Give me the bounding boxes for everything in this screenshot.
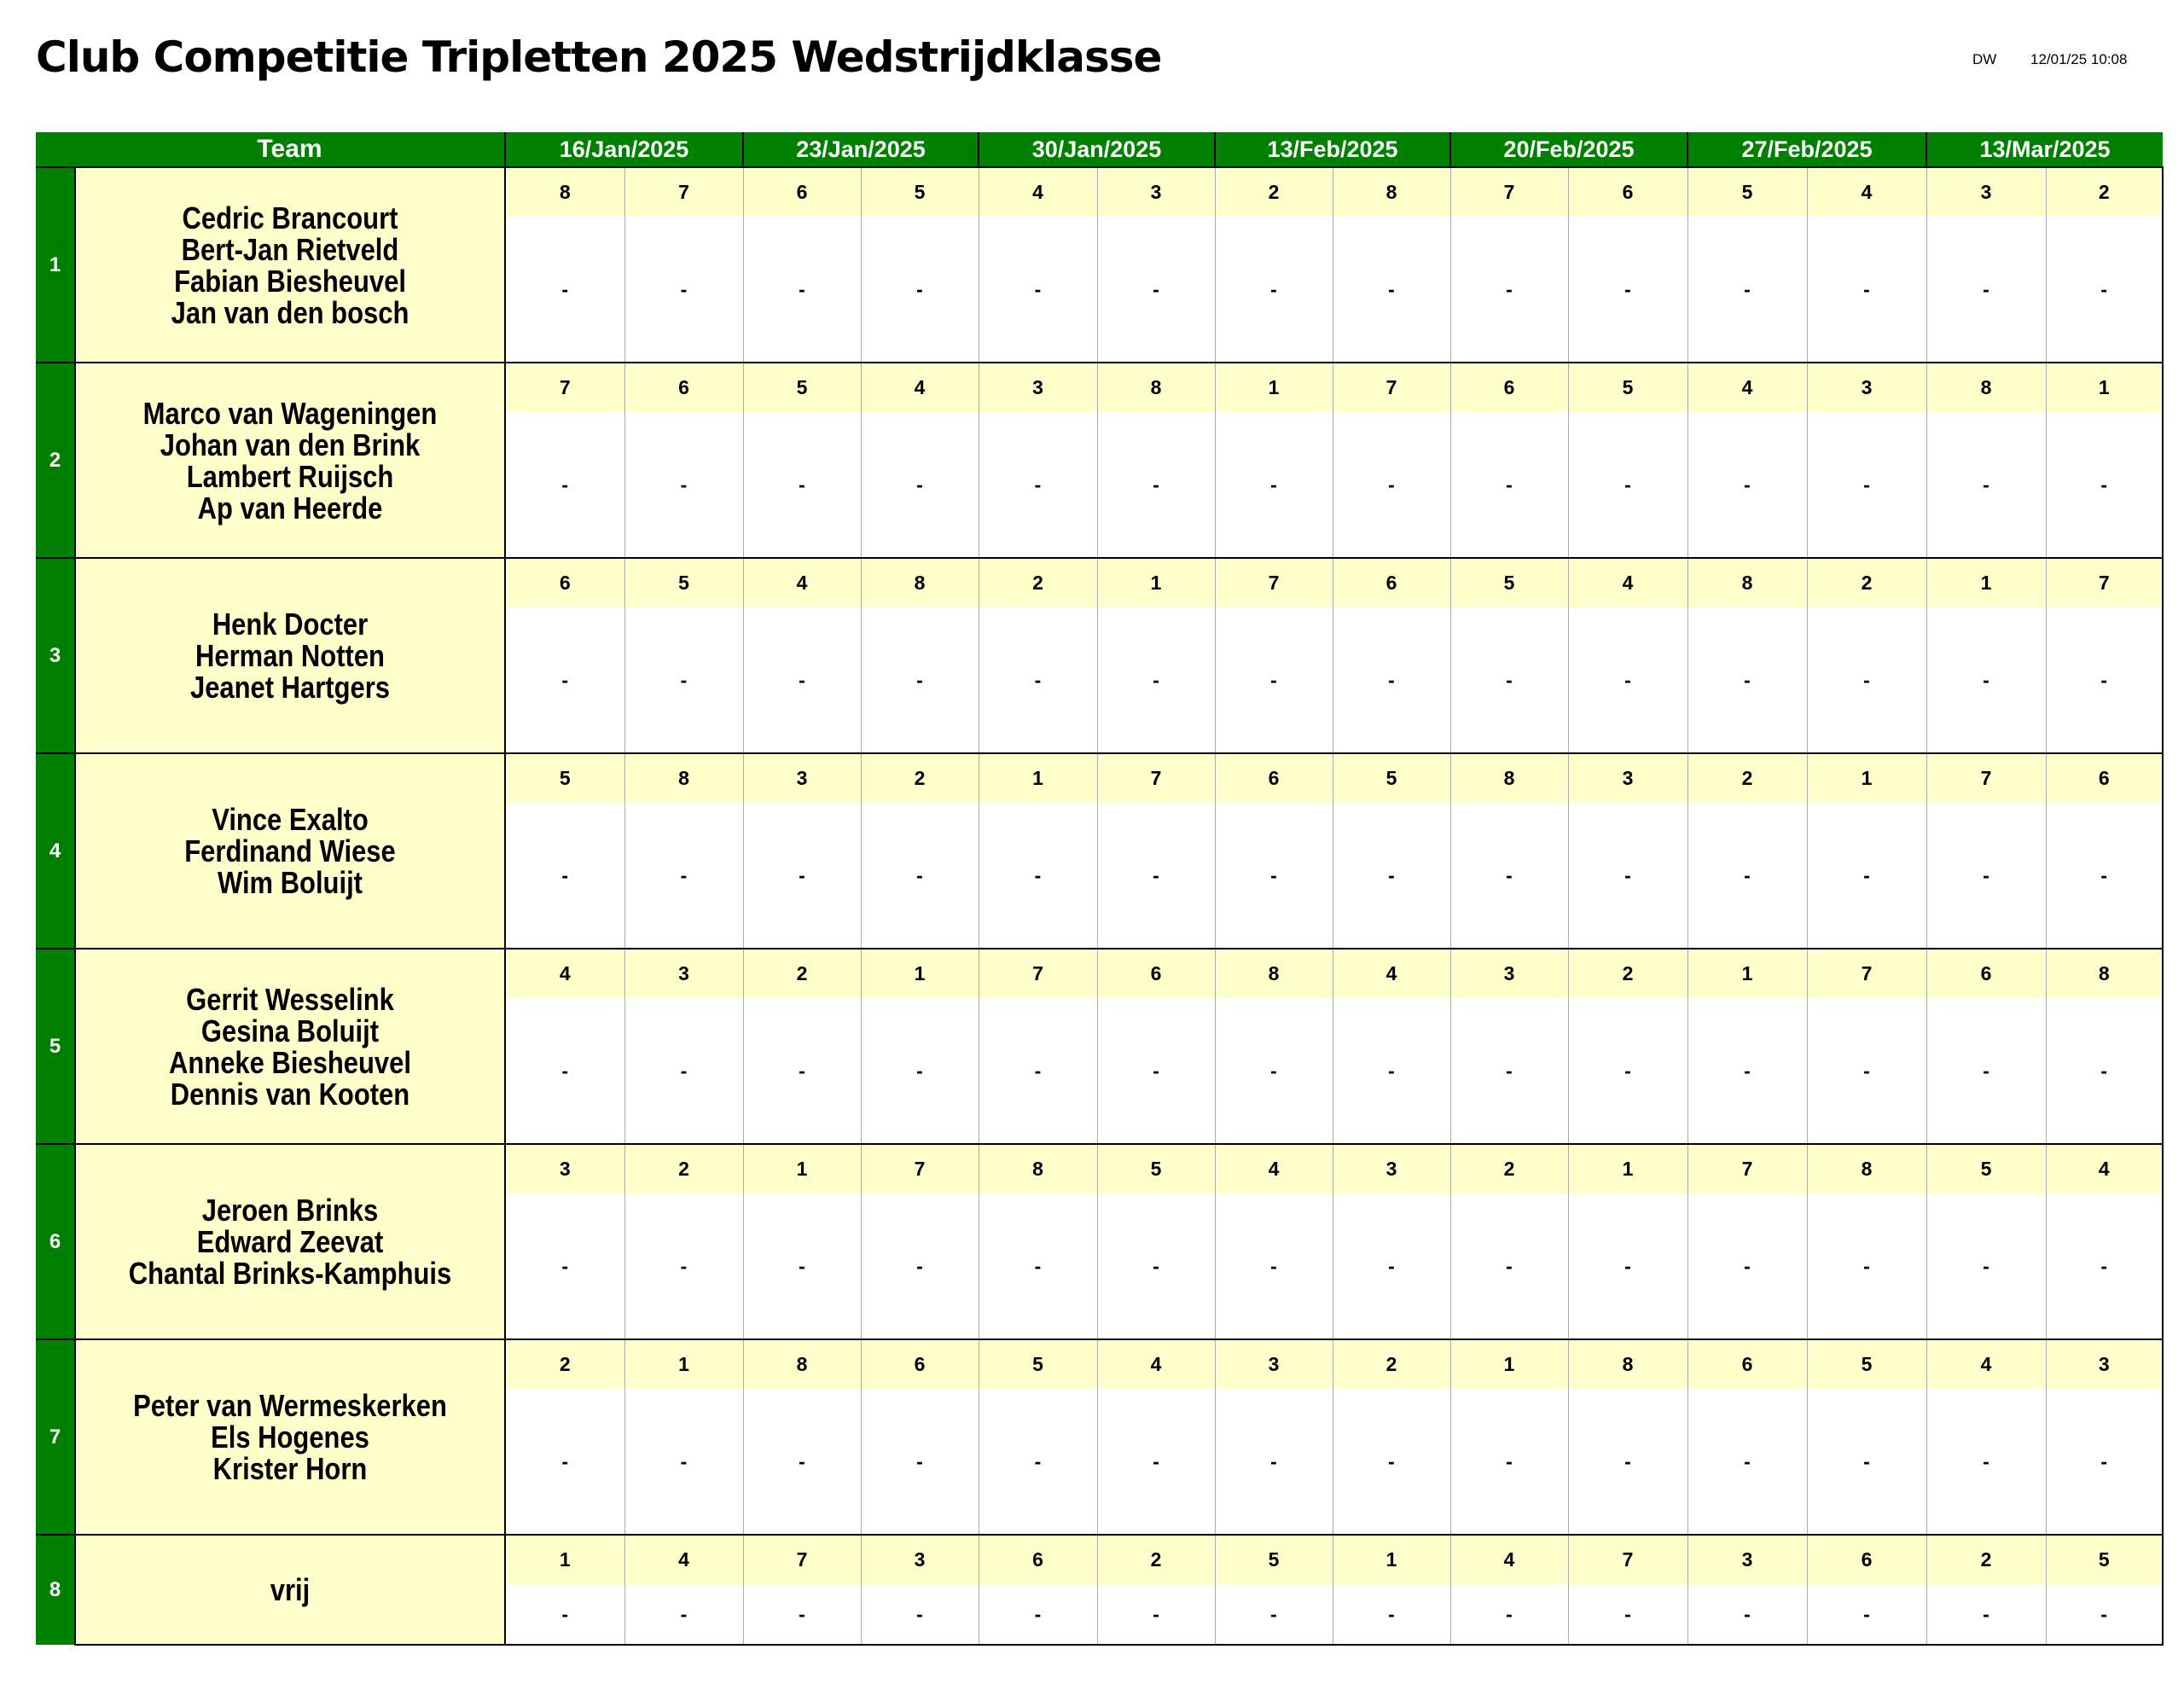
player-name: Chantal Brinks-Kamphuis [128, 1256, 452, 1291]
opponent-number: 5 [1926, 1144, 2046, 1193]
opponent-number: 7 [979, 949, 1097, 998]
team-row-opponents [36, 1535, 2163, 1584]
team-players [75, 1144, 505, 1339]
team-players [75, 1339, 505, 1535]
score-cell[interactable]: - [743, 998, 861, 1144]
header-row [36, 132, 2163, 167]
score-cell[interactable]: - [1807, 803, 1926, 949]
score-cell[interactable]: - [1926, 998, 2046, 1144]
opponent-number: 6 [1097, 949, 1215, 998]
author-initials: DW [1972, 51, 1997, 67]
score-cell[interactable]: - [1568, 1584, 1687, 1645]
team-players [75, 558, 505, 753]
opponent-number: 6 [1333, 558, 1450, 607]
opponent-number: 7 [1215, 558, 1333, 607]
score-cell[interactable]: - [979, 1584, 1097, 1645]
opponent-number: 1 [743, 1144, 861, 1193]
opponent-number: 8 [1926, 363, 2046, 412]
score-cell[interactable]: - [1926, 1389, 2046, 1535]
player-name: Ap van Heerde [197, 490, 383, 526]
player-name: Peter van Wermeskerken [133, 1388, 447, 1423]
score-cell[interactable]: - [743, 412, 861, 558]
score-cell[interactable]: - [505, 1389, 624, 1535]
opponent-number: 4 [1333, 949, 1450, 998]
opponent-number: 6 [743, 167, 861, 217]
score-cell[interactable]: - [1568, 998, 1687, 1144]
opponent-number: 1 [979, 753, 1097, 803]
score-cell[interactable]: - [1687, 1193, 1807, 1339]
score-cell[interactable]: - [979, 1193, 1097, 1339]
opponent-number: 1 [861, 949, 979, 998]
opponent-number: 3 [1807, 363, 1926, 412]
team-row-opponents [36, 167, 2163, 217]
opponent-number: 5 [1687, 167, 1807, 217]
opponent-number: 8 [1450, 753, 1568, 803]
opponent-number: 2 [505, 1339, 624, 1389]
header-date: 13/Feb/2025 [1215, 132, 1450, 167]
opponent-number: 5 [1568, 363, 1687, 412]
opponent-number: 8 [624, 753, 743, 803]
team-row-opponents [36, 558, 2163, 607]
header-corner [36, 132, 75, 167]
team-number: 2 [36, 363, 75, 558]
opponent-number: 8 [1568, 1339, 1687, 1389]
opponent-number: 8 [979, 1144, 1097, 1193]
player-name: Jeanet Hartgers [189, 670, 391, 705]
score-cell[interactable]: - [505, 607, 624, 753]
score-cell[interactable]: - [2046, 1584, 2163, 1645]
opponent-number: 2 [1097, 1535, 1215, 1584]
opponent-number: 4 [1568, 558, 1687, 607]
opponent-number: 4 [743, 558, 861, 607]
opponent-number: 6 [624, 363, 743, 412]
opponent-number: 5 [861, 167, 979, 217]
score-cell[interactable]: - [743, 217, 861, 363]
score-cell[interactable]: - [1333, 1193, 1450, 1339]
opponent-number: 1 [1450, 1339, 1568, 1389]
opponent-number: 3 [743, 753, 861, 803]
score-cell[interactable]: - [1807, 412, 1926, 558]
opponent-number: 7 [1097, 753, 1215, 803]
score-cell[interactable]: - [1926, 1193, 2046, 1339]
opponent-number: 8 [1215, 949, 1333, 998]
score-cell[interactable]: - [2046, 998, 2163, 1144]
opponent-number: 1 [1926, 558, 2046, 607]
score-cell[interactable]: - [505, 998, 624, 1144]
opponent-number: 1 [1807, 753, 1926, 803]
score-cell[interactable]: - [1215, 217, 1333, 363]
player-name: Jan van den bosch [171, 294, 410, 330]
score-cell[interactable]: - [1333, 803, 1450, 949]
opponent-number: 2 [2046, 167, 2163, 217]
score-cell[interactable]: - [1215, 998, 1333, 1144]
score-cell[interactable]: - [1568, 217, 1687, 363]
opponent-number: 4 [979, 167, 1097, 217]
opponent-number: 4 [1450, 1535, 1568, 1584]
score-cell[interactable]: - [1687, 607, 1807, 753]
score-cell[interactable]: - [1450, 412, 1568, 558]
score-cell[interactable]: - [1450, 998, 1568, 1144]
score-cell[interactable]: - [1687, 1389, 1807, 1535]
score-cell[interactable]: - [505, 803, 624, 949]
opponent-number: 6 [1215, 753, 1333, 803]
opponent-number: 6 [1807, 1535, 1926, 1584]
score-cell[interactable]: - [1807, 1193, 1926, 1339]
player-name: Lambert Ruijsch [186, 458, 394, 494]
opponent-number: 1 [1687, 949, 1807, 998]
opponent-number: 4 [1807, 167, 1926, 217]
score-cell[interactable]: - [1687, 803, 1807, 949]
score-cell[interactable]: - [1097, 1584, 1215, 1645]
opponent-number: 8 [1807, 1144, 1926, 1193]
header-team: Team [75, 132, 505, 167]
score-cell[interactable]: - [1807, 607, 1926, 753]
score-cell[interactable]: - [1687, 412, 1807, 558]
page-title: Club Competitie Tripletten 2025 Wedstrijdklasse [36, 32, 1162, 82]
opponent-number: 2 [1333, 1339, 1450, 1389]
opponent-number: 6 [1450, 363, 1568, 412]
player-name: Dennis van Kooten [170, 1076, 410, 1112]
score-cell[interactable]: - [1097, 412, 1215, 558]
opponent-number: 3 [979, 363, 1097, 412]
team-row-opponents [36, 1144, 2163, 1193]
score-cell[interactable]: - [861, 412, 979, 558]
opponent-number: 3 [1333, 1144, 1450, 1193]
opponent-number: 6 [505, 558, 624, 607]
opponent-number: 5 [2046, 1535, 2163, 1584]
score-cell[interactable]: - [1097, 998, 1215, 1144]
score-cell[interactable]: - [1333, 607, 1450, 753]
opponent-number: 4 [861, 363, 979, 412]
opponent-number: 8 [1097, 363, 1215, 412]
score-cell[interactable]: - [1926, 803, 2046, 949]
score-cell[interactable]: - [505, 412, 624, 558]
score-cell[interactable]: - [1687, 1584, 1807, 1645]
team-row-opponents [36, 949, 2163, 998]
opponent-number: 3 [1215, 1339, 1333, 1389]
opponent-number: 4 [2046, 1144, 2163, 1193]
score-cell[interactable]: - [1333, 412, 1450, 558]
opponent-number: 3 [1450, 949, 1568, 998]
opponent-number: 4 [624, 1535, 743, 1584]
score-cell[interactable]: - [2046, 1193, 2163, 1339]
opponent-number: 6 [979, 1535, 1097, 1584]
opponent-number: 2 [743, 949, 861, 998]
opponent-number: 8 [743, 1339, 861, 1389]
score-cell[interactable]: - [979, 998, 1097, 1144]
opponent-number: 1 [624, 1339, 743, 1389]
score-cell[interactable]: - [624, 607, 743, 753]
opponent-number: 6 [1687, 1339, 1807, 1389]
opponent-number: 3 [624, 949, 743, 998]
score-cell[interactable]: - [1687, 217, 1807, 363]
score-cell[interactable]: - [1568, 1193, 1687, 1339]
score-cell[interactable]: - [1807, 1584, 1926, 1645]
player-name: Wim Boluijt [218, 865, 363, 900]
opponent-number: 6 [1926, 949, 2046, 998]
score-cell[interactable]: - [1807, 217, 1926, 363]
opponent-number: 1 [1568, 1144, 1687, 1193]
opponent-number: 7 [1450, 167, 1568, 217]
score-cell[interactable]: - [861, 1389, 979, 1535]
score-cell[interactable]: - [1097, 1389, 1215, 1535]
opponent-number: 2 [1687, 753, 1807, 803]
opponent-number: 1 [2046, 363, 2163, 412]
opponent-number: 1 [1097, 558, 1215, 607]
opponent-number: 7 [743, 1535, 861, 1584]
score-cell[interactable]: - [1333, 998, 1450, 1144]
team-row-opponents [36, 753, 2163, 803]
player-name: Krister Horn [212, 1451, 368, 1486]
opponent-number: 8 [1687, 558, 1807, 607]
player-name: Ferdinand Wiese [184, 833, 396, 868]
score-cell[interactable]: - [1215, 412, 1333, 558]
score-cell[interactable]: - [1807, 998, 1926, 1144]
opponent-number: 1 [1333, 1535, 1450, 1584]
score-cell[interactable]: - [1926, 412, 2046, 558]
score-cell[interactable]: - [1097, 607, 1215, 753]
score-cell[interactable]: - [1450, 1584, 1568, 1645]
opponent-number: 5 [1450, 558, 1568, 607]
player-name: vrij [270, 1572, 311, 1607]
score-cell[interactable]: - [743, 1389, 861, 1535]
opponent-number: 8 [505, 167, 624, 217]
header-date: 20/Feb/2025 [1450, 132, 1687, 167]
score-cell[interactable]: - [1450, 217, 1568, 363]
team-players [75, 753, 505, 949]
player-name: Edward Zeevat [196, 1224, 384, 1259]
opponent-number: 6 [861, 1339, 979, 1389]
header-date: 13/Mar/2025 [1926, 132, 2163, 167]
opponent-number: 4 [505, 949, 624, 998]
score-cell[interactable]: - [2046, 803, 2163, 949]
score-cell[interactable]: - [1215, 1389, 1333, 1535]
opponent-number: 4 [1926, 1339, 2046, 1389]
opponent-number: 5 [624, 558, 743, 607]
score-cell[interactable]: - [979, 1389, 1097, 1535]
score-cell[interactable]: - [979, 803, 1097, 949]
score-cell[interactable]: - [1333, 1389, 1450, 1535]
score-cell[interactable]: - [743, 1584, 861, 1645]
score-cell[interactable]: - [1687, 998, 1807, 1144]
score-cell[interactable]: - [1097, 1193, 1215, 1339]
score-cell[interactable]: - [624, 1389, 743, 1535]
opponent-number: 3 [861, 1535, 979, 1584]
score-cell[interactable]: - [861, 217, 979, 363]
player-name: Fabian Biesheuvel [174, 263, 406, 299]
opponent-number: 2 [1215, 167, 1333, 217]
opponent-number: 2 [624, 1144, 743, 1193]
score-cell[interactable]: - [1215, 803, 1333, 949]
score-cell[interactable]: - [2046, 607, 2163, 753]
opponent-number: 7 [1926, 753, 2046, 803]
player-name: Gesina Boluijt [200, 1013, 380, 1048]
opponent-number: 5 [1333, 753, 1450, 803]
opponent-number: 3 [1097, 167, 1215, 217]
score-cell[interactable]: - [1568, 607, 1687, 753]
score-cell[interactable]: - [1450, 1193, 1568, 1339]
header-date: 27/Feb/2025 [1687, 132, 1926, 167]
team-players [75, 363, 505, 558]
score-cell[interactable]: - [1807, 1389, 1926, 1535]
score-cell[interactable]: - [861, 1193, 979, 1339]
opponent-number: 3 [505, 1144, 624, 1193]
team-number: 5 [36, 949, 75, 1144]
opponent-number: 5 [1215, 1535, 1333, 1584]
player-name: Bert-Jan Rietveld [181, 231, 399, 267]
opponent-number: 3 [2046, 1339, 2163, 1389]
score-cell[interactable]: - [624, 412, 743, 558]
opponent-number: 7 [1807, 949, 1926, 998]
player-name: Vince Exalto [212, 802, 369, 837]
opponent-number: 8 [1333, 167, 1450, 217]
opponent-number: 3 [1926, 167, 2046, 217]
score-cell[interactable]: - [624, 998, 743, 1144]
player-name: Els Hogenes [211, 1420, 369, 1455]
team-number: 7 [36, 1339, 75, 1535]
opponent-number: 7 [1568, 1535, 1687, 1584]
header-date: 30/Jan/2025 [979, 132, 1215, 167]
score-cell[interactable]: - [743, 1193, 861, 1339]
player-name: Johan van den Brink [160, 427, 421, 462]
score-cell[interactable]: - [1215, 1584, 1333, 1645]
opponent-number: 4 [1215, 1144, 1333, 1193]
opponent-number: 3 [1687, 1535, 1807, 1584]
opponent-number: 7 [861, 1144, 979, 1193]
score-cell[interactable]: - [743, 803, 861, 949]
opponent-number: 1 [505, 1535, 624, 1584]
player-name: Henk Docter [212, 607, 369, 642]
player-name: Jeroen Brinks [201, 1193, 379, 1228]
score-cell[interactable]: - [1568, 803, 1687, 949]
opponent-number: 2 [861, 753, 979, 803]
score-cell[interactable]: - [1450, 1389, 1568, 1535]
score-cell[interactable]: - [1215, 607, 1333, 753]
score-cell[interactable]: - [1333, 1584, 1450, 1645]
opponent-number: 7 [624, 167, 743, 217]
score-cell[interactable]: - [2046, 412, 2163, 558]
score-cell[interactable]: - [1926, 1584, 2046, 1645]
opponent-number: 7 [1687, 1144, 1807, 1193]
score-cell[interactable]: - [979, 412, 1097, 558]
score-cell[interactable]: - [1450, 607, 1568, 753]
score-cell[interactable]: - [861, 1584, 979, 1645]
score-cell[interactable]: - [1926, 217, 2046, 363]
opponent-number: 6 [1568, 167, 1687, 217]
schedule-table [36, 132, 2164, 1646]
team-players [75, 167, 505, 363]
team-number: 1 [36, 167, 75, 363]
opponent-number: 4 [1687, 363, 1807, 412]
score-cell[interactable]: - [2046, 1389, 2163, 1535]
score-cell[interactable]: - [1450, 803, 1568, 949]
score-cell[interactable]: - [861, 998, 979, 1144]
score-cell[interactable]: - [979, 607, 1097, 753]
opponent-number: 5 [505, 753, 624, 803]
score-cell[interactable]: - [624, 803, 743, 949]
opponent-number: 2 [1568, 949, 1687, 998]
score-cell[interactable]: - [624, 1584, 743, 1645]
score-cell[interactable]: - [1568, 1389, 1687, 1535]
score-cell[interactable]: - [1926, 607, 2046, 753]
player-name: Cedric Brancourt [182, 200, 398, 235]
score-cell[interactable]: - [2046, 217, 2163, 363]
opponent-number: 1 [1215, 363, 1333, 412]
team-number: 3 [36, 558, 75, 753]
team-number: 8 [36, 1535, 75, 1645]
team-number: 4 [36, 753, 75, 949]
score-cell[interactable]: - [505, 1193, 624, 1339]
header-date: 23/Jan/2025 [743, 132, 979, 167]
opponent-number: 4 [1097, 1339, 1215, 1389]
opponent-number: 8 [861, 558, 979, 607]
print-timestamp: 12/01/25 10:08 [2030, 51, 2128, 67]
opponent-number: 5 [743, 363, 861, 412]
score-cell[interactable]: - [1097, 217, 1215, 363]
opponent-number: 7 [505, 363, 624, 412]
score-cell[interactable]: - [624, 217, 743, 363]
opponent-number: 8 [2046, 949, 2163, 998]
opponent-number: 6 [2046, 753, 2163, 803]
opponent-number: 5 [979, 1339, 1097, 1389]
team-number: 6 [36, 1144, 75, 1339]
player-name: Gerrit Wesselink [186, 981, 394, 1017]
team-row-opponents [36, 1339, 2163, 1389]
score-cell[interactable]: - [1333, 217, 1450, 363]
score-cell[interactable]: - [861, 803, 979, 949]
score-cell[interactable]: - [505, 217, 624, 363]
player-name: Anneke Biesheuvel [169, 1044, 411, 1080]
score-cell[interactable]: - [1568, 412, 1687, 558]
opponent-number: 2 [979, 558, 1097, 607]
team-players [75, 949, 505, 1144]
score-cell[interactable]: - [1097, 803, 1215, 949]
score-cell[interactable]: - [743, 607, 861, 753]
score-cell[interactable]: - [505, 1584, 624, 1645]
score-cell[interactable]: - [1215, 1193, 1333, 1339]
score-cell[interactable]: - [979, 217, 1097, 363]
player-name: Herman Notten [195, 638, 385, 673]
team-players [75, 1535, 505, 1645]
opponent-number: 2 [1807, 558, 1926, 607]
opponent-number: 3 [1568, 753, 1687, 803]
header-date: 16/Jan/2025 [505, 132, 743, 167]
opponent-number: 5 [1097, 1144, 1215, 1193]
opponent-number: 7 [2046, 558, 2163, 607]
score-cell[interactable]: - [861, 607, 979, 753]
opponent-number: 2 [1450, 1144, 1568, 1193]
player-name: Marco van Wageningen [142, 395, 438, 431]
team-row-opponents [36, 363, 2163, 412]
score-cell[interactable]: - [624, 1193, 743, 1339]
opponent-number: 5 [1807, 1339, 1926, 1389]
opponent-number: 7 [1333, 363, 1450, 412]
opponent-number: 2 [1926, 1535, 2046, 1584]
